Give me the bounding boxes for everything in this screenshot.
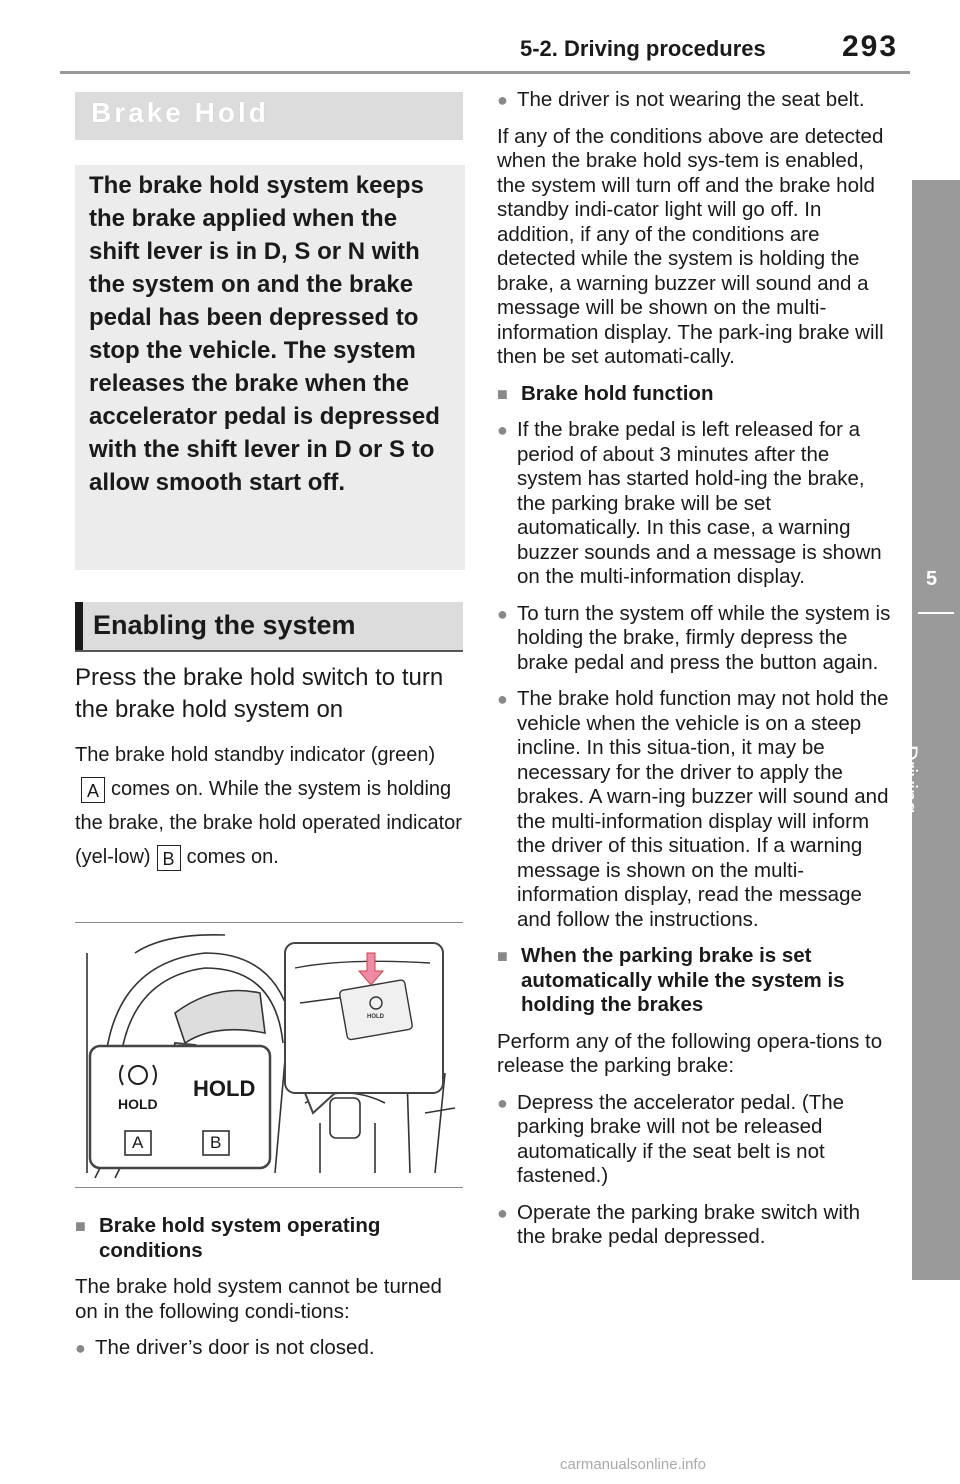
hold-indicator-large-label: HOLD [193,1076,256,1101]
indicator-description: The brake hold standby indicator (green)A comes on. While the system is holding the brake, the brake hold operated indicator (yel-low) B comes on. [75,744,462,869]
header-rule [60,71,910,74]
figure-label-b: B [210,1133,222,1152]
chapter-tab-divider [918,612,954,614]
watermark: carmanualsonline.info [560,1456,706,1473]
dashboard-illustration [75,922,463,1188]
release-bullet: ● Depress the accelerator pedal. (The parking brake will not be released automatically if the seat belt is not fastened.) [497,1091,892,1189]
chapter-number: 5 [926,568,938,590]
function-bullet: ● To turn the system off while the system is holding the brake, firmly depress the brake pedal and press the button again. [497,602,892,676]
section-rule [75,650,463,652]
subheading-parking-brake: ■ When the parking brake is set automatically while the system is holding the brakes [497,944,892,1018]
chapter-label: Driving [897,745,922,814]
function-bullet: ● If the brake pedal is left released for a period of about 3 minutes after the system has started hold-ing the brake, the parking brake will be set automatically. In this case, a warning buzzer sounds and a message is shown on the multi-information display. [497,418,892,590]
chapter-tab [912,180,960,1280]
svg-text:HOLD: HOLD [367,1014,384,1020]
hold-indicator-small-label: HOLD [118,1096,158,1112]
release-bullet: ● Operate the parking brake switch with the brake pedal depressed. [497,1201,892,1250]
subheading-operating-conditions: ■ Brake hold system operating conditions [75,1214,465,1263]
parking-brake-intro: Perform any of the following opera-tions to release the parking brake: [497,1029,883,1077]
page-number: 293 [842,30,899,63]
label-b-box: B [157,845,181,871]
condition-bullet: ● The driver’s door is not closed. [75,1336,465,1361]
step-instruction: Press the brake hold switch to turn the brake hold system on [75,664,444,723]
label-a-box: A [81,777,105,803]
subheading-brake-hold-function: ■ Brake hold function [497,382,892,407]
right-column [497,88,892,1250]
intro-box: The brake hold system keeps the brake applied when the shift lever is in D, S or N with the system on and the brake pedal has been depressed to stop the vehicle. The system releases the brake when the accelerator pedal is depressed with the shift lever in D or S to allow smooth start off. [75,165,465,570]
operating-conditions [75,1214,465,1361]
running-header: 5-2. Driving procedures [520,36,766,61]
figure-label-a: A [132,1133,144,1152]
section-title-enabling: Enabling the system [75,602,463,650]
section-title-brake-hold: Brake Hold [75,92,463,140]
conditions-consequence: If any of the conditions above are detected when the brake hold sys-tem is enabled, the system will turn off and the brake hold standby indi-cator light will go off. In addition, if any of the conditions are detected while the system is holding the brake, a warning buzzer will sound and a message will be shown on the multi-information display. The park-ing brake will then be set automati-cally. [497,124,884,368]
operating-conditions-intro: The brake hold system cannot be turned on in the following condi-tions: [75,1275,442,1323]
function-bullet: ● The brake hold function may not hold the vehicle when the vehicle is on a steep incline. In this situa-tion, it may be necessary for the driver to apply the brakes. A warn-ing buzzer will sound and the multi-information display will inform the driver of this situation. If a warning message is shown on the multi-information display, read the message and follow the instructions. [497,687,892,932]
condition-bullet: ● The driver is not wearing the seat belt. [497,88,892,113]
